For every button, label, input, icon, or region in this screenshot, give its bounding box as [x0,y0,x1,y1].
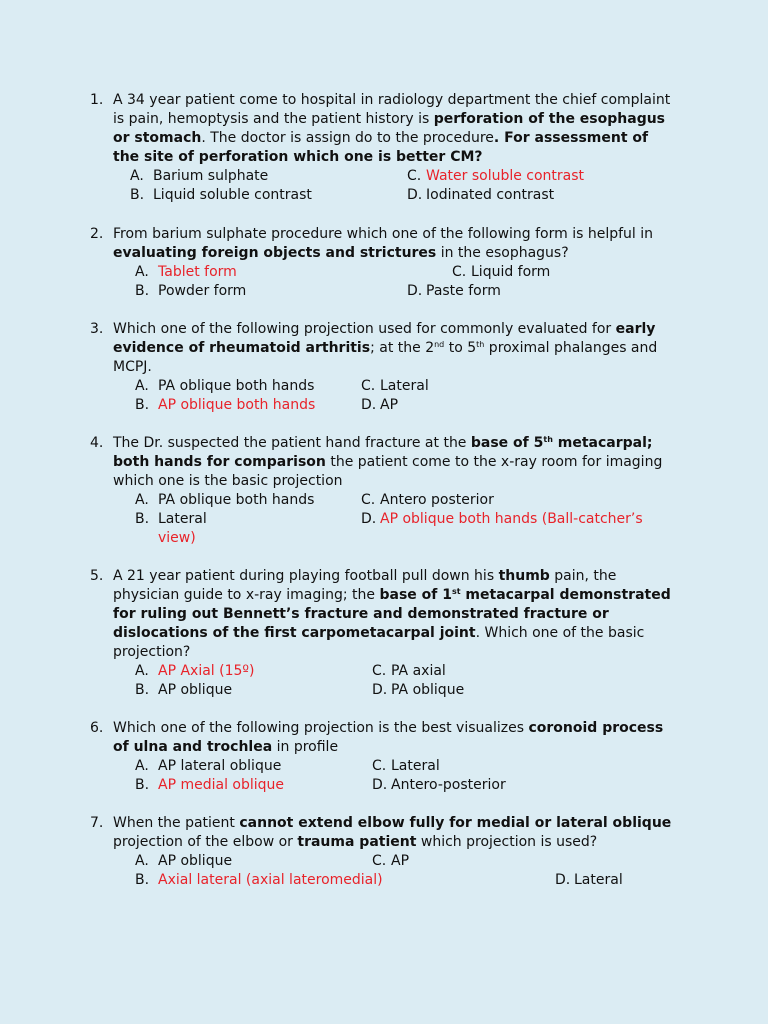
option-text-correct: AP Axial (15º) [158,663,255,679]
question-text [113,814,678,852]
question-2 [90,225,690,301]
option-text: PA oblique both hands [158,378,315,394]
option-b[interactable] [130,186,312,205]
option-letter: D. [361,397,377,413]
question-text-emphasis: evaluating foreign objects and strictures [113,245,437,261]
option-b[interactable] [135,510,207,529]
option-letter: A. [135,758,149,774]
question-text-segment: From barium sulphate procedure which one of the following form is helpful in [113,226,654,242]
option-text-correct: AP medial oblique [158,777,285,793]
ordinal-superscript: th [543,435,553,444]
option-d[interactable] [372,776,506,795]
option-text: PA axial [391,663,446,679]
option-c[interactable] [452,263,550,282]
question-text-emphasis: perforation of the esophagus or stomach [113,111,666,146]
option-text-correct: Tablet form [158,264,237,280]
option-a[interactable] [135,263,237,282]
question-text-segment: proximal phalanges and MCPJ. [113,340,658,375]
option-letter: D. [407,187,423,203]
option-text: AP oblique [158,682,233,698]
question-text-segment: pain, the physician guide to x-ray imaging; the [113,568,617,603]
question-text-emphasis: trauma patient [297,834,417,850]
option-text: Antero posterior [380,492,494,508]
question-text-emphasis: thumb [498,568,550,584]
question-text-segment: . Which one of the basic projection? [113,625,645,660]
question-number: 4. [90,435,104,451]
options [90,491,690,548]
question-4 [90,434,690,548]
options [90,852,690,890]
question-text-emphasis: metacarpal; both hands for comparison [113,435,653,470]
option-d[interactable] [372,681,464,700]
options [90,662,690,700]
question-text [113,434,678,491]
option-letter: C. [372,758,387,774]
option-d[interactable] [407,186,554,205]
question-text-emphasis: metacarpal demonstrated for ruling out Bennett’s fracture and demonstrated fracture or dislocations of the first carpometacarpal joint [113,587,671,641]
question-text [113,567,678,662]
question-text-segment: the patient come to the x-ray room for imaging which one is the basic projection [113,454,663,489]
option-text: Lateral [574,872,623,888]
option-text: Antero-posterior [391,777,506,793]
option-b[interactable] [135,396,315,415]
option-text-correct: AP oblique both hands (Ball-catcher’s [380,511,643,527]
option-text: Liquid soluble contrast [153,187,312,203]
option-text: Barium sulphate [153,168,269,184]
option-a[interactable] [135,662,254,681]
option-letter: D. [555,872,571,888]
option-letter: A. [135,853,149,869]
question-text [113,225,678,263]
question-text-segment: A 34 year patient come to hospital in radiology department the chief complaint is pain, hemoptysis and the patient history is [113,92,671,127]
option-d[interactable] [407,282,501,301]
question-number: 5. [90,568,104,584]
option-text: AP [380,397,399,413]
question-number: 2. [90,226,104,242]
option-d[interactable] [361,510,643,529]
option-letter: C. [407,168,422,184]
option-text: Lateral [158,511,207,527]
option-c[interactable] [372,757,440,776]
option-letter: B. [135,872,150,888]
question-1 [90,91,690,205]
question-text-segment: in profile [272,739,339,755]
question-text-segment: When the patient [113,815,240,831]
question-5 [90,567,690,700]
option-letter: B. [135,511,150,527]
question-text-segment: Which one of the following projection is the best visualizes [113,720,529,736]
ordinal-superscript: nd [434,340,445,349]
option-c[interactable] [361,491,494,510]
option-text: Lateral [380,378,429,394]
option-letter: B. [135,777,150,793]
option-a[interactable] [135,852,232,871]
option-c[interactable] [372,662,446,681]
option-text-correct: AP oblique both hands [158,397,316,413]
option-text-correct: Axial lateral (axial lateromedial) [158,872,383,888]
option-text: PA oblique [391,682,465,698]
question-7 [90,814,690,890]
question-text-emphasis: cannot extend elbow fully for medial or lateral oblique [239,815,672,831]
question-text-segment: A 21 year patient during playing football pull down his [113,568,499,584]
question-text-emphasis: base of 1 [379,587,452,603]
options [90,167,690,205]
option-text-correct: Water soluble contrast [426,168,585,184]
question-text [113,719,678,757]
question-text-segment: in the esophagus? [436,245,569,261]
option-letter: C. [372,663,387,679]
option-b[interactable] [135,871,383,890]
option-letter: A. [135,663,149,679]
option-text: PA oblique both hands [158,492,315,508]
option-c[interactable] [372,852,409,871]
option-c[interactable] [407,167,584,186]
question-text [113,91,678,167]
option-letter: A. [135,264,149,280]
question-number: 6. [90,720,104,736]
option-d[interactable] [555,871,623,890]
question-text-emphasis: . For assessment of the site of perforation which one is better CM? [113,130,649,165]
option-letter: C. [361,378,376,394]
option-a[interactable] [135,491,314,510]
option-letter: B. [130,187,145,203]
option-a[interactable] [135,377,314,396]
option-text: Iodinated contrast [426,187,555,203]
option-d-continuation: view) [158,530,196,546]
question-text-segment: . The doctor is assign do to the procedure [201,130,494,146]
question-number: 1. [90,92,104,108]
option-letter: D. [372,777,388,793]
option-letter: C. [452,264,467,280]
question-text-segment: The Dr. suspected the patient hand fracture at the [113,435,471,451]
question-text-segment: to 5 [444,340,477,356]
option-text: Lateral [391,758,440,774]
ordinal-superscript: th [476,340,485,349]
option-text: Powder form [158,283,247,299]
question-text-segment: ; at the 2 [370,340,435,356]
option-letter: B. [135,397,150,413]
option-text: Paste form [426,283,501,299]
option-text: Liquid form [471,264,551,280]
option-a[interactable] [130,167,268,186]
option-letter: B. [135,682,150,698]
options [90,263,690,301]
option-letter: D. [407,283,423,299]
option-letter: C. [361,492,376,508]
option-c[interactable] [361,377,429,396]
question-text-segment: Which one of the following projection used for commonly evaluated for [113,321,616,337]
question-text [113,320,678,377]
option-letter: D. [361,511,377,527]
option-letter: A. [135,492,149,508]
option-text: AP [391,853,410,869]
question-text-segment: projection of the elbow or [113,834,298,850]
options [90,757,690,795]
question-text-emphasis: base of 5 [470,435,544,451]
question-text-segment: which projection is used? [416,834,598,850]
option-b[interactable] [135,282,246,301]
question-6 [90,719,690,795]
option-b[interactable] [135,681,232,700]
option-letter: A. [130,168,144,184]
option-b[interactable] [135,776,284,795]
options [90,377,690,415]
question-number: 7. [90,815,104,831]
question-text-emphasis: early evidence of rheumatoid arthritis [113,321,656,356]
question-3 [90,320,690,415]
question-number: 3. [90,321,104,337]
option-letter: C. [372,853,387,869]
option-text: AP lateral oblique [158,758,282,774]
option-letter: B. [135,283,150,299]
option-letter: A. [135,378,149,394]
option-a[interactable] [135,757,281,776]
option-letter: D. [372,682,388,698]
option-d[interactable] [361,396,398,415]
option-text: AP oblique [158,853,233,869]
question-text-emphasis: coronoid process of ulna and trochlea [113,720,664,755]
ordinal-superscript: st [451,587,461,596]
